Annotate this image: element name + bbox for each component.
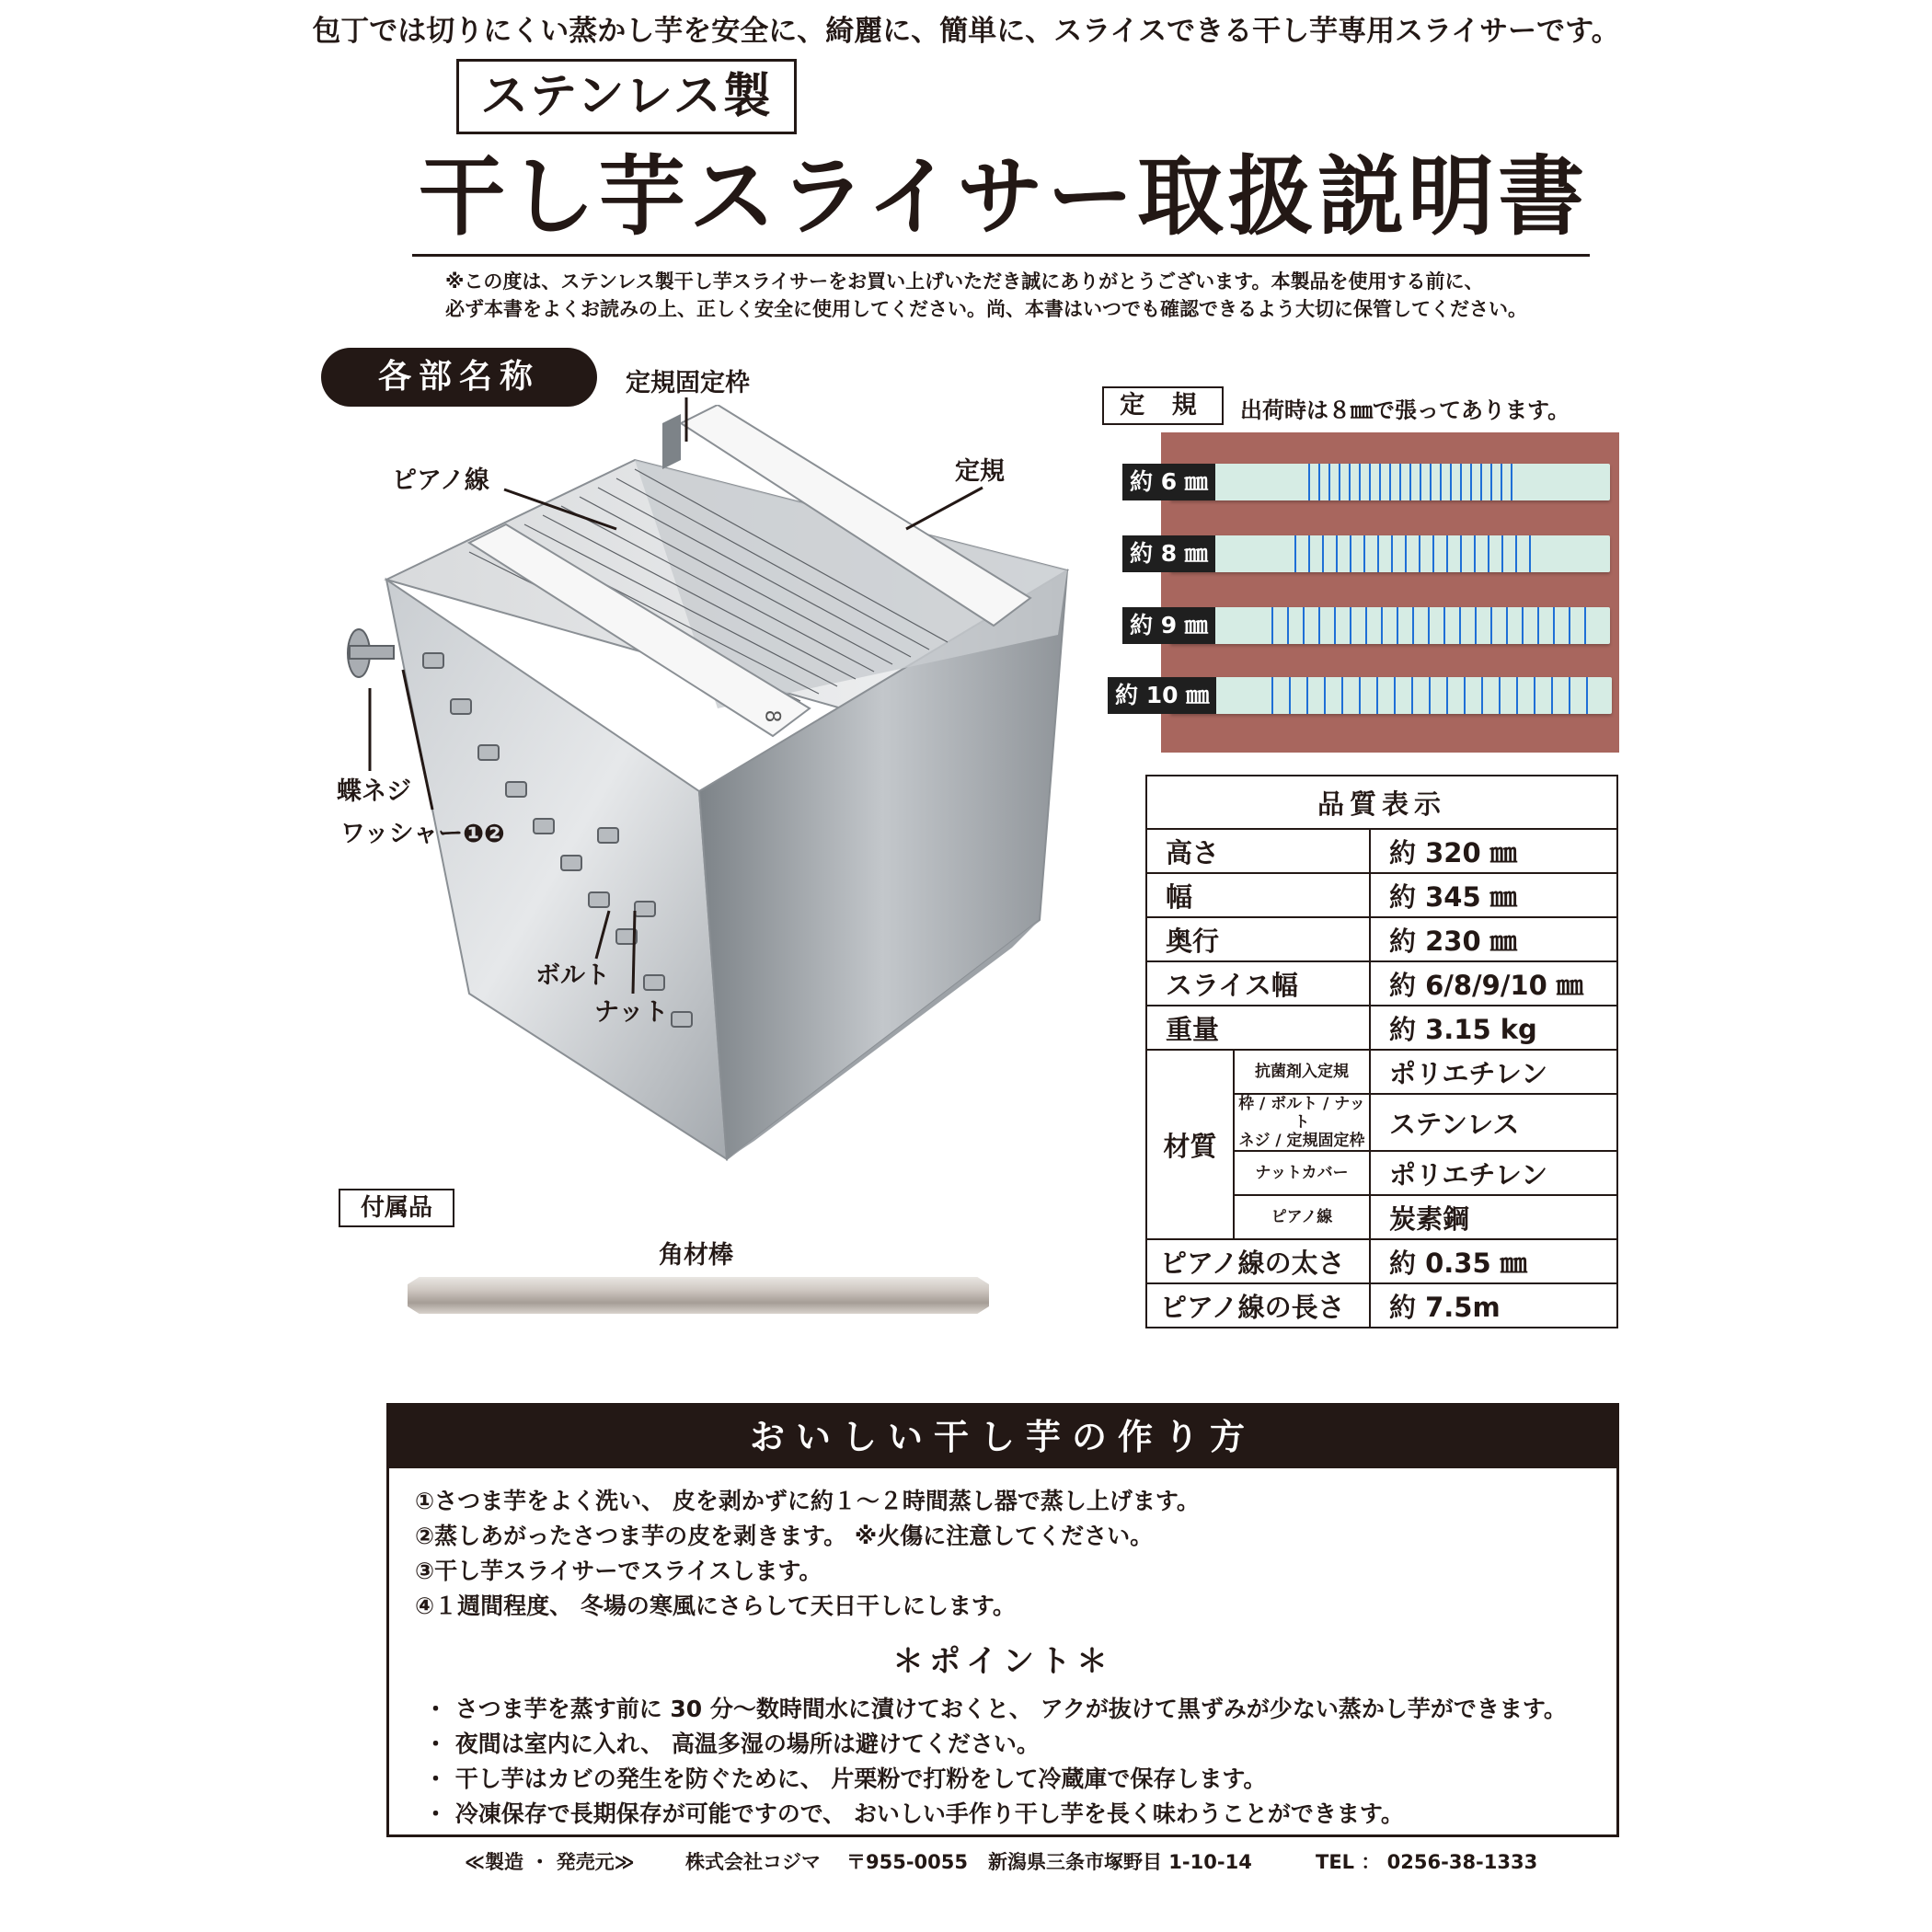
material-value: 炭素鋼 xyxy=(1370,1195,1617,1239)
label-ruler: 定規 xyxy=(955,457,1005,486)
scale-strip xyxy=(1170,607,1610,644)
howto-title: おいしい干し芋の作り方 xyxy=(389,1406,1616,1468)
scale-gauge-line xyxy=(1474,535,1476,572)
spec-value: 約 230 ㎜ xyxy=(1370,917,1617,961)
slicer-illustration xyxy=(331,405,1086,1178)
spec-value: 約 6/8/9/10 ㎜ xyxy=(1370,961,1617,1006)
footer-address: 新潟県三条市塚野目 1-10-14 xyxy=(988,1851,1252,1873)
spec-table xyxy=(1145,775,1618,1328)
howto-step: ②蒸しあがったさつま芋の皮を剥きます。 ※火傷に注意してください。 xyxy=(415,1523,1154,1549)
scale-gauge-line xyxy=(1490,464,1492,500)
material-value: ポリエチレン xyxy=(1370,1151,1617,1195)
footer-postal: 〒955-0055 xyxy=(846,1851,968,1873)
scale-photo xyxy=(1161,432,1619,753)
scale-gauge-line xyxy=(1271,677,1273,714)
strip-label-6: 約 6 ㎜ xyxy=(1122,464,1215,500)
scale-gauge-line xyxy=(1506,607,1508,644)
scale-gauge-line xyxy=(1584,607,1586,644)
scale-strip xyxy=(1170,677,1612,714)
scale-gauge-line xyxy=(1529,535,1531,572)
footer-company: 株式会社コジマ xyxy=(685,1851,821,1873)
scale-gauge-line xyxy=(1289,677,1291,714)
material-value: ステンレス xyxy=(1370,1094,1617,1151)
bar-label: 角材棒 xyxy=(659,1241,733,1270)
scale-gauge-line xyxy=(1534,677,1535,714)
scale-gauge-line xyxy=(1324,677,1326,714)
scale-gauge-line xyxy=(1365,607,1367,644)
scale-gauge-line xyxy=(1318,607,1320,644)
scale-gauge-line xyxy=(1409,464,1411,500)
scale-gauge-line xyxy=(1391,535,1393,572)
scale-gauge-line xyxy=(1430,464,1432,500)
scale-gauge-line xyxy=(1389,464,1391,500)
scale-gauge-line xyxy=(1443,607,1445,644)
scale-gauge-line xyxy=(1303,607,1305,644)
scale-gauge-line xyxy=(1475,607,1477,644)
scale-gauge-line xyxy=(1522,607,1524,644)
scale-gauge-line xyxy=(1271,607,1273,644)
scale-gauge-line xyxy=(1586,677,1588,714)
label-nut: ナット xyxy=(594,998,669,1027)
scale-gauge-line xyxy=(1569,607,1570,644)
material-value: ポリエチレン xyxy=(1370,1050,1617,1094)
scale-gauge-line xyxy=(1429,677,1431,714)
scale-gauge-line xyxy=(1553,607,1555,644)
material-part: 抗菌剤入定規 xyxy=(1234,1050,1370,1094)
ruler-frame xyxy=(662,414,681,469)
spec-label: 高さ xyxy=(1146,829,1370,873)
scale-gauge-line xyxy=(1428,607,1430,644)
scale-gauge-line xyxy=(1287,607,1289,644)
strip-label-10: 約 10 ㎜ xyxy=(1108,677,1216,714)
scale-gauge-line xyxy=(1308,464,1310,500)
scale-gauge-line xyxy=(1381,607,1383,644)
howto-step: ④１週間程度、 冬場の寒風にさらして天日干しにします。 xyxy=(415,1593,1016,1619)
spec-label: スライス幅 xyxy=(1146,961,1370,1006)
scale-gauge-line xyxy=(1464,677,1466,714)
point-tip: ・ 夜間は室内に入れ、 高温多湿の場所は避けてください。 xyxy=(424,1731,1040,1757)
page-title: 干し芋スライサー取扱説明書 xyxy=(419,147,1589,247)
scale-gauge-line xyxy=(1551,677,1553,714)
point-tip: ・ 冷凍保存で長期保存が可能ですので、 おいしい手作り干し芋を長く味わうことができます。 xyxy=(424,1800,1404,1827)
table-row xyxy=(1146,1050,1617,1094)
scale-gauge-line xyxy=(1481,677,1483,714)
material-badge: ステンレス製 xyxy=(456,59,797,134)
scale-gauge-line xyxy=(1459,607,1461,644)
scale-gauge-line xyxy=(1369,464,1371,500)
scale-gauge-line xyxy=(1501,464,1502,500)
spec-value: 約 345 ㎜ xyxy=(1370,873,1617,917)
scale-gauge-line xyxy=(1379,464,1381,500)
scale-gauge-line xyxy=(1420,464,1421,500)
scale-strip xyxy=(1170,464,1610,500)
scale-gauge-line xyxy=(1377,535,1379,572)
scale-gauge-line xyxy=(1350,607,1351,644)
scale-gauge-line xyxy=(1511,464,1512,500)
table-row xyxy=(1146,917,1617,961)
scale-gauge-line xyxy=(1308,535,1310,572)
scale-gauge-line xyxy=(1328,464,1330,500)
spec-value: 約 320 ㎜ xyxy=(1370,829,1617,873)
scale-gauge-line xyxy=(1569,677,1570,714)
scale-gauge-line xyxy=(1359,464,1361,500)
scale-gauge-line xyxy=(1501,535,1503,572)
scale-gauge-line xyxy=(1334,607,1336,644)
scale-gauge-line xyxy=(1470,464,1472,500)
scale-gauge-line xyxy=(1412,607,1414,644)
scale-gauge-line xyxy=(1460,535,1462,572)
scale-gauge-line xyxy=(1411,677,1413,714)
scale-gauge-line xyxy=(1405,535,1407,572)
accessory-heading: 付属品 xyxy=(339,1189,454,1227)
table-row xyxy=(1146,1006,1617,1050)
spec-label: ピアノ線の長さ xyxy=(1146,1283,1370,1328)
scale-gauge-line xyxy=(1359,677,1361,714)
scale-gauge-line xyxy=(1363,535,1365,572)
scale-gauge-line xyxy=(1376,677,1378,714)
spec-label: 重量 xyxy=(1146,1006,1370,1050)
scale-gauge-line xyxy=(1480,464,1482,500)
scale-gauge-line xyxy=(1394,677,1396,714)
scale-gauge-line xyxy=(1339,464,1340,500)
table-row xyxy=(1146,961,1617,1006)
label-bolt: ボルト xyxy=(535,961,610,990)
scale-gauge-line xyxy=(1350,535,1351,572)
label-wing-screw: 蝶ネジ xyxy=(337,777,411,806)
wing-screw-shape xyxy=(348,629,394,677)
footer-tel: TEL ： 0256-38-1333 xyxy=(1316,1851,1538,1873)
label-ruler-frame: 定規固定枠 xyxy=(626,369,750,397)
strip-label-9: 約 9 ㎜ xyxy=(1122,607,1215,644)
scale-heading: 定 規 xyxy=(1102,386,1224,425)
scale-gauge-line xyxy=(1336,535,1338,572)
scale-gauge-line xyxy=(1349,464,1351,500)
spec-label: 奥行 xyxy=(1146,917,1370,961)
scale-gauge-line xyxy=(1399,464,1401,500)
intro-line-1: ※この度は、ステンレス製干し芋スライサーをお買い上げいただき誠にありがとうございます。本製品を使用する前に、 xyxy=(445,270,1484,293)
material-part: ピアノ線 xyxy=(1234,1195,1370,1239)
scale-gauge-line xyxy=(1446,677,1448,714)
spec-label: 幅 xyxy=(1146,873,1370,917)
table-row xyxy=(1146,829,1617,873)
table-row xyxy=(1146,873,1617,917)
material-label: 材質 xyxy=(1146,1050,1234,1239)
scale-gauge-line xyxy=(1432,535,1434,572)
scale-gauge-line xyxy=(1516,677,1518,714)
square-bar-image xyxy=(408,1277,989,1314)
spec-value: 約 7.5m xyxy=(1370,1283,1617,1328)
spec-label: ピアノ線の太さ xyxy=(1146,1239,1370,1283)
scale-gauge-line xyxy=(1322,535,1324,572)
spec-title: 品質表示 xyxy=(1146,776,1617,829)
title-underline xyxy=(412,254,1590,257)
tagline: 包丁では切りにくい蒸かし芋を安全に、綺麗に、簡単に、スライスできる干し芋専用スライサーです。 xyxy=(312,15,1620,48)
scale-gauge-line xyxy=(1488,535,1489,572)
scale-gauge-line xyxy=(1446,535,1448,572)
scale-gauge-line xyxy=(1294,535,1296,572)
point-tip: ・ さつま芋を蒸す前に 30 分～数時間水に漬けておくと、 アクが抜けて黒ずみが少ない蒸かし芋ができます。 xyxy=(424,1696,1567,1722)
table-row xyxy=(1146,1239,1617,1283)
scale-gauge-line xyxy=(1490,607,1492,644)
scale-gauge-line xyxy=(1318,464,1320,500)
scale-gauge-line xyxy=(1537,607,1539,644)
scale-gauge-line xyxy=(1515,535,1517,572)
material-part: 枠 / ボルト / ナット ネジ / 定規固定枠 xyxy=(1234,1094,1370,1151)
point-tip: ・ 干し芋はカビの発生を防ぐために、 片栗粉で打粉をして冷蔵庫で保存します。 xyxy=(424,1765,1267,1792)
howto-step: ①さつま芋をよく洗い、 皮を剥かずに約１～２時間蒸し器で蒸し上げます。 xyxy=(415,1488,1200,1514)
scale-gauge-line xyxy=(1450,464,1452,500)
material-part: ナットカバー xyxy=(1234,1151,1370,1195)
scale-gauge-line xyxy=(1440,464,1442,500)
scale-note: 出荷時は８㎜で張ってあります。 xyxy=(1240,397,1570,423)
scale-gauge-line xyxy=(1306,677,1308,714)
scale-gauge-line xyxy=(1460,464,1462,500)
intro-line-2: 必ず本書をよくお読みの上、正しく安全に使用してください。尚、本書はいつでも確認できるよう大切に保管してください。 xyxy=(445,298,1527,320)
scale-strip xyxy=(1170,535,1610,572)
scale-gauge-line xyxy=(1341,677,1343,714)
scale-gauge-line xyxy=(1499,677,1501,714)
point-title: ＊ポイント＊ xyxy=(892,1643,1113,1680)
spec-value: 約 3.15 kg xyxy=(1370,1006,1617,1050)
label-washer: ワッシャー❶❷ xyxy=(340,820,505,848)
scale-gauge-line xyxy=(1397,607,1398,644)
spec-value: 約 0.35 ㎜ xyxy=(1370,1239,1617,1283)
footer-maker: ≪製造 ・ 発売元≫ xyxy=(465,1851,635,1873)
strip-label-8: 約 8 ㎜ xyxy=(1122,535,1215,572)
ruler-number: 8 xyxy=(760,709,784,723)
howto-box xyxy=(386,1403,1619,1837)
howto-step: ③干し芋スライサーでスライスします。 xyxy=(415,1558,822,1584)
scale-gauge-line xyxy=(1419,535,1420,572)
parts-heading: 各部名称 xyxy=(321,348,597,407)
label-piano-wire: ピアノ線 xyxy=(392,466,489,495)
table-row xyxy=(1146,1283,1617,1328)
